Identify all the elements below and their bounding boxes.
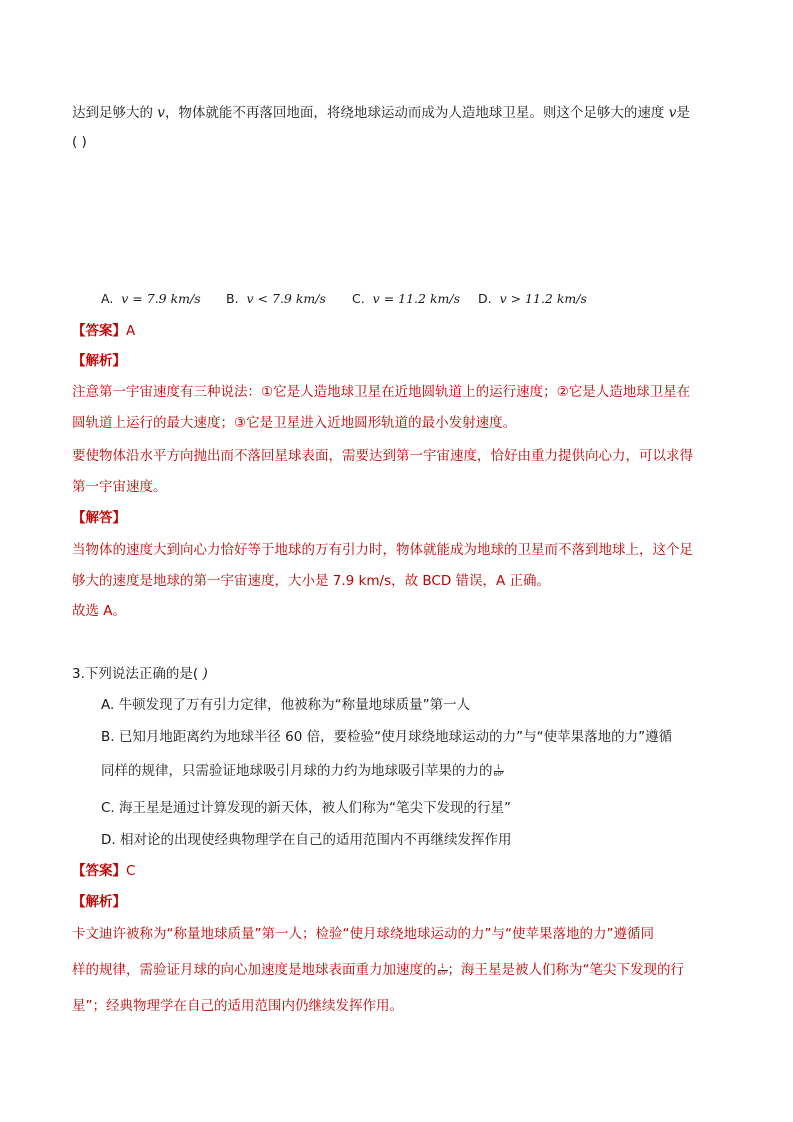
- analysis-line: 卡文迪许被称为“称量地球质量”第一人；检验“使月球绕地球运动的力”与“使苹果落地的力”遵循同: [72, 926, 654, 942]
- answer-tag: 【答案】: [72, 323, 126, 339]
- q3-stem: [72, 664, 208, 684]
- solution-tag: 【解答】: [72, 510, 126, 526]
- solution-line: 当物体的速度大到向心力恰好等于地球的万有引力时，物体就能成为地球的卫星而不落到地球上，这个足: [72, 542, 693, 558]
- q3-option-d: D. 相对论的出现使经典物理学在自己的适用范围内不再继续发挥作用: [101, 832, 512, 848]
- velocity-symbol: v: [668, 105, 677, 121]
- analysis-text: ；海王星是被人们称为“笔尖下发现的行: [447, 962, 685, 978]
- q2-stem-text: ，物体就能不再落回地面，将绕地球运动而成为人造地球卫星。则这个足够大的速度: [164, 105, 669, 121]
- q3-stem-text: 3.下列说法正确的是(: [72, 666, 199, 682]
- q2-option-d: [478, 291, 587, 306]
- analysis-line: 注意第一宇宙速度有三种说法：①它是人造地球卫星在近地圆轨道上的运行速度；②它是人造地球卫星在: [72, 384, 691, 400]
- answer-tag: 【答案】: [72, 863, 126, 879]
- q2-stem-text: 达到足够大的: [72, 105, 158, 121]
- option-text: v < 7.9 km/s: [246, 291, 326, 306]
- analysis-line: 星”；经典物理学在自己的适用范围内仍继续发挥作用。: [72, 998, 403, 1014]
- analysis-tag: 【解析】: [72, 894, 126, 910]
- q3-option-b-cont: [101, 761, 504, 781]
- q3-stem-close: ): [198, 666, 208, 682]
- option-label: C.: [352, 291, 365, 306]
- q2-option-c: [352, 291, 460, 306]
- fraction: [494, 765, 504, 778]
- option-label: A.: [101, 291, 114, 306]
- analysis-line: 要使物体沿水平方向抛出而不落回星球表面，需要达到第一宇宙速度，恰好由重力提供向心力，可以求得: [72, 448, 693, 464]
- answer-value: A: [126, 323, 136, 339]
- q3-answer: [72, 861, 135, 881]
- option-text: v = 11.2 km/s: [372, 291, 460, 306]
- fraction: [438, 964, 448, 977]
- fraction-numerator: 1: [494, 765, 504, 772]
- q3-option-b: B. 已知月地距离约为地球半径 60 倍，要检验“使月球绕地球运动的力”与“使苹果落地的力”遵循: [101, 729, 673, 745]
- velocity-symbol: v: [157, 105, 165, 121]
- q2-option-a: [101, 291, 201, 306]
- analysis-text: 样的规律，需验证月球的向心加速度是地球表面重力加速度的: [72, 962, 437, 978]
- fraction-denominator: 60²: [493, 770, 504, 778]
- q3-option-a: A. 牛顿发现了万有引力定律，他被称为“称量地球质量”第一人: [101, 697, 471, 713]
- q2-answer: [72, 321, 135, 341]
- q2-answer-bracket: ( ): [72, 134, 87, 150]
- fraction-denominator: 60²: [437, 969, 448, 977]
- q2-stem-text: 是: [676, 105, 690, 121]
- option-text: v = 7.9 km/s: [121, 291, 201, 306]
- analysis-tag: 【解析】: [72, 353, 126, 369]
- solution-line: 故选 A。: [72, 603, 127, 619]
- solution-line: 够大的速度是地球的第一宇宙速度，大小是 7.9 km/s，故 BCD 错误，A 正确。: [72, 573, 551, 589]
- fraction-numerator: 1: [438, 964, 448, 971]
- option-text: v > 11.2 km/s: [499, 291, 587, 306]
- analysis-line: 第一宇宙速度。: [72, 479, 167, 495]
- analysis-line: 圆轨道上运行的最大速度；③它是卫星进入近地圆形轨道的最小发射速度。: [72, 415, 517, 431]
- answer-value: C: [126, 863, 136, 879]
- q2-stem-line: [72, 103, 690, 123]
- q3-option-b-text: 同样的规律，只需验证地球吸引月球的力约为地球吸引苹果的力的: [101, 763, 493, 779]
- q2-option-b: [226, 291, 326, 306]
- q3-option-c: C. 海王星是通过计算发现的新天体，被人们称为“笔尖下发现的行星”: [101, 800, 511, 816]
- option-label: B.: [226, 291, 239, 306]
- option-label: D.: [478, 291, 492, 306]
- analysis-line: [72, 960, 684, 980]
